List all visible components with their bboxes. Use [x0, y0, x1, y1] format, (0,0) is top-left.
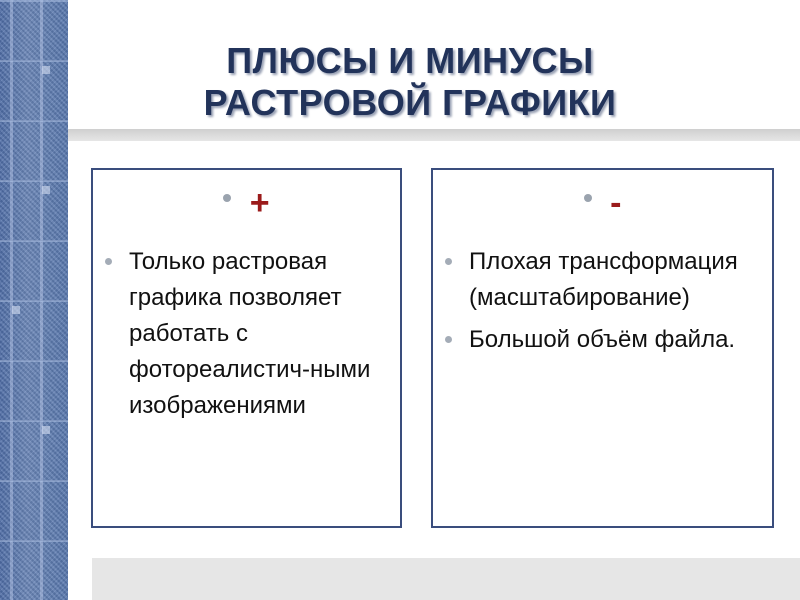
- bullet-dot-icon: [105, 258, 112, 265]
- decorative-side-strip: [0, 0, 68, 600]
- bullet-dot-icon: [445, 336, 452, 343]
- strip-dot: [42, 426, 50, 434]
- title-line-1: ПЛЮСЫ И МИНУСЫ: [226, 40, 594, 81]
- strip-tile: [0, 540, 68, 600]
- list-item: [443, 244, 762, 316]
- list-item: [103, 244, 390, 424]
- strip-tile: [0, 480, 68, 541]
- cons-item-text: Плохая трансформация (масштабирование): [469, 248, 738, 311]
- cons-panel: [431, 168, 774, 528]
- slide-title: [140, 40, 680, 124]
- strip-tile: [0, 240, 68, 301]
- strip-dot: [42, 66, 50, 74]
- strip-tile: [0, 60, 68, 121]
- cons-list: [443, 244, 762, 364]
- strip-tile: [0, 180, 68, 241]
- plus-sign: +: [249, 184, 270, 222]
- bullet-dot-icon: [445, 258, 452, 265]
- minus-sign: -: [610, 184, 622, 222]
- pros-header: [93, 184, 400, 224]
- strip-tile: [0, 300, 68, 361]
- list-item: [443, 322, 762, 358]
- strip-dot: [12, 306, 20, 314]
- title-line-2: РАСТРОВОЙ ГРАФИКИ: [203, 82, 617, 123]
- strip-tile: [0, 0, 68, 61]
- cons-item-text: Большой объём файла.: [469, 326, 736, 353]
- pros-list: [103, 244, 390, 430]
- bullet-dot-icon: [223, 194, 231, 202]
- bullet-dot-icon: [584, 194, 592, 202]
- cons-header: [433, 184, 772, 224]
- pros-item-text: Только растровая графика позволяет работать с фотореалистич-ными изображениями: [129, 248, 371, 419]
- strip-tile: [0, 360, 68, 421]
- strip-tile: [0, 120, 68, 181]
- pros-panel: [91, 168, 402, 528]
- bottom-band: [92, 558, 800, 600]
- top-divider: [68, 129, 800, 141]
- strip-dot: [42, 186, 50, 194]
- strip-tile: [0, 420, 68, 481]
